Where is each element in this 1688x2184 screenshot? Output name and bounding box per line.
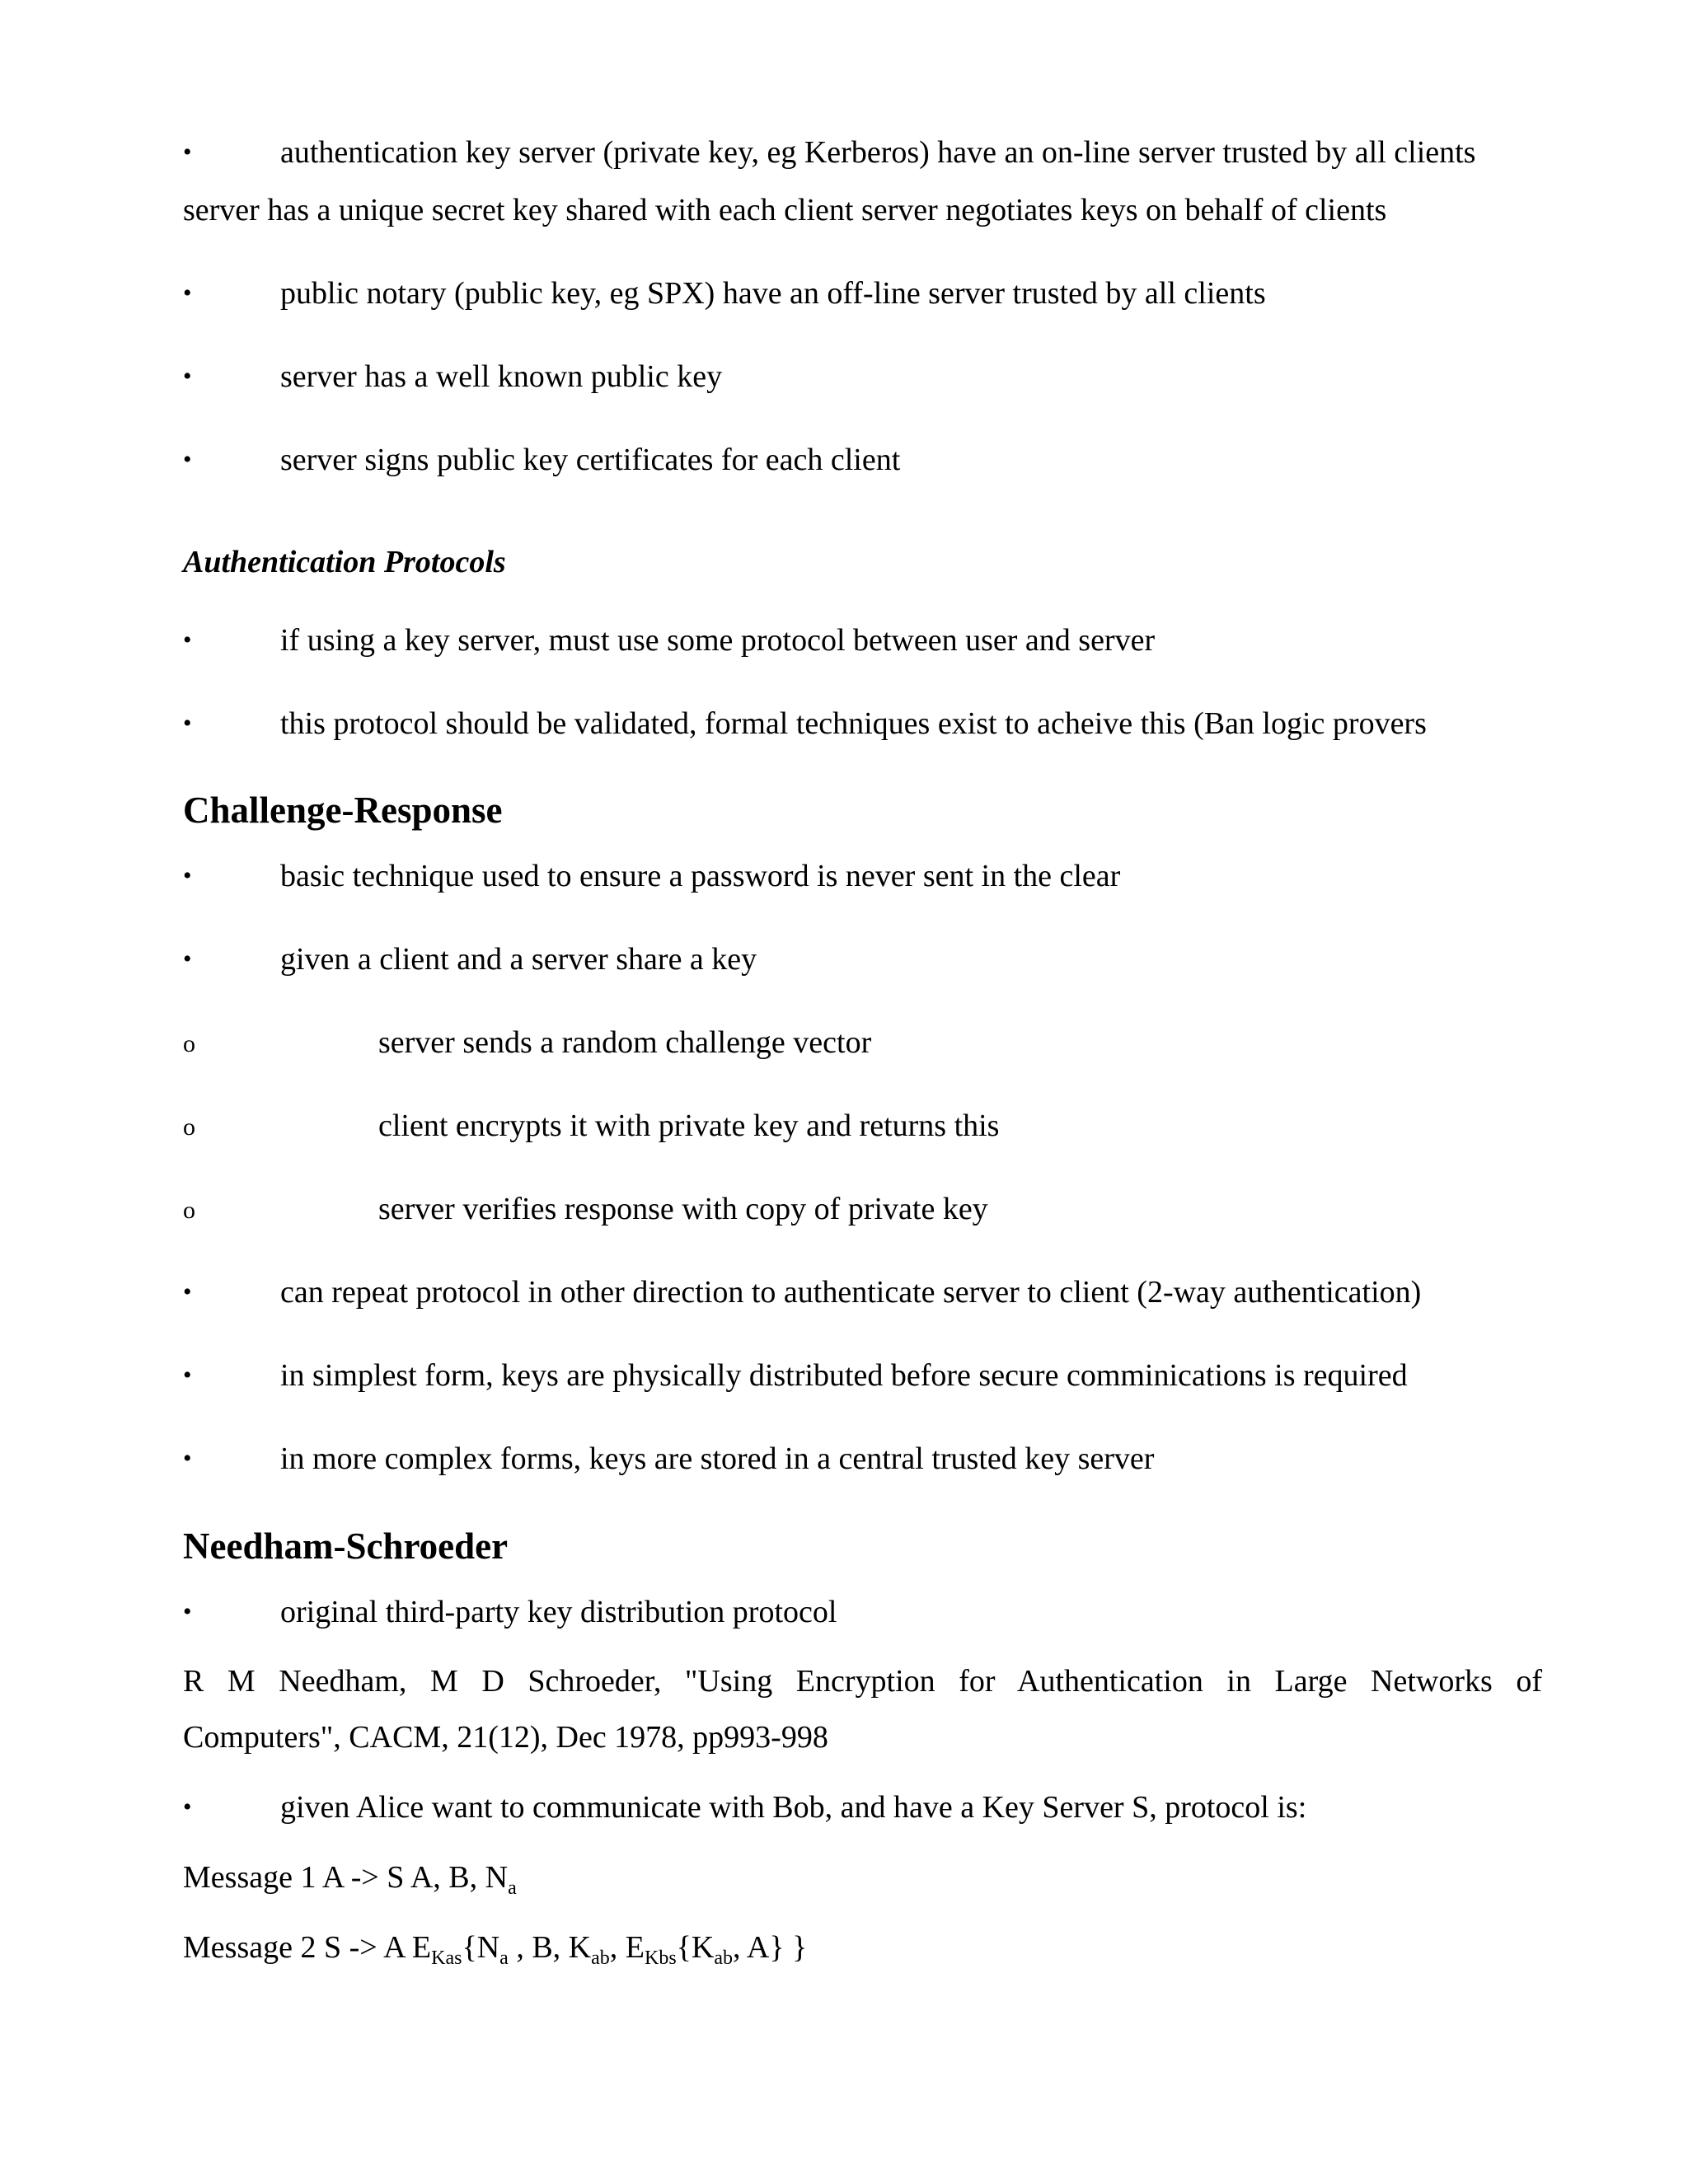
message-1-text: Message 1 A -> S A, B, N	[183, 1860, 509, 1895]
list-item: given a client and a server share a key	[280, 942, 757, 977]
bullet-marker: •	[183, 1445, 192, 1472]
bullet-marker: •	[183, 710, 192, 737]
list-item: this protocol should be validated, formal techniques exist to acheive this (Ban logic provers	[280, 706, 1427, 741]
bullet-marker: •	[183, 945, 192, 972]
subscript: a	[499, 1947, 509, 1969]
message-2-text: {N	[462, 1930, 500, 1965]
bullet-marker: •	[183, 626, 192, 654]
sub-list-item: server verifies response with copy of private key	[378, 1192, 988, 1226]
sub-bullet-marker: o	[183, 1030, 195, 1057]
message-2-text: , B, K	[508, 1930, 592, 1965]
list-item: server signs public key certificates for each client	[280, 443, 901, 477]
list-item: in more complex forms, keys are stored in a central trusted key server	[280, 1441, 1155, 1476]
list-item: basic technique used to ensure a password is never sent in the clear	[280, 859, 1121, 893]
subscript: ab	[591, 1947, 610, 1969]
sub-list-item: client encrypts it with private key and returns this	[378, 1108, 1000, 1143]
bullet-marker: •	[183, 279, 192, 307]
bullet-marker: •	[183, 446, 192, 473]
bullet-marker: •	[183, 1598, 192, 1625]
reference-line-2: Computers", CACM, 21(12), Dec 1978, pp993-998	[183, 1720, 828, 1755]
list-item: given Alice want to communicate with Bob, and have a Key Server S, protocol is:	[280, 1790, 1307, 1825]
message-2	[183, 1929, 808, 1969]
auth-key-server-text: authentication key server (private key, eg Kerberos) have an on-line server trusted by all clients	[280, 135, 1476, 170]
message-2-text: Message 2 S -> A E	[183, 1930, 432, 1965]
list-item: if using a key server, must use some protocol between user and server	[280, 623, 1156, 658]
auth-protocols-heading: Authentication Protocols	[183, 545, 506, 579]
challenge-response-heading: Challenge-Response	[183, 790, 503, 831]
needham-schroeder-heading: Needham-Schroeder	[183, 1526, 509, 1567]
bullet-marker: •	[183, 363, 192, 390]
message-1	[183, 1858, 517, 1899]
reference-line-1: R M Needham, M D Schroeder, "Using Encryption for Authentication in Large Networks of	[183, 1664, 1542, 1699]
subscript: Kbs	[645, 1947, 677, 1969]
list-item: original third-party key distribution protocol	[280, 1595, 837, 1629]
list-item: public notary (public key, eg SPX) have an off-line server trusted by all clients	[280, 276, 1266, 311]
bullet-marker: •	[183, 1793, 192, 1821]
sub-bullet-marker: o	[183, 1113, 195, 1141]
message-2-text: {K	[676, 1930, 715, 1965]
message-2-text: , E	[609, 1930, 645, 1965]
list-item: can repeat protocol in other direction to authenticate server to client (2-way authentication)	[280, 1275, 1422, 1310]
bullet-marker: •	[183, 862, 192, 889]
message-2-text: , A} }	[733, 1930, 808, 1965]
list-item: server has a well known public key	[280, 359, 723, 394]
sub-bullet-marker: o	[183, 1197, 195, 1224]
sub-list-item: server sends a random challenge vector	[378, 1025, 872, 1060]
subscript: a	[508, 1877, 517, 1899]
subscript: ab	[714, 1947, 734, 1969]
bullet-marker: •	[183, 1278, 192, 1305]
bullet-marker: •	[183, 1361, 192, 1389]
bullet-marker: •	[183, 138, 192, 166]
subscript: Kas	[431, 1947, 462, 1969]
list-item: in simplest form, keys are physically distributed before secure comminications is required	[280, 1358, 1408, 1393]
auth-key-server-continuation: server has a unique secret key shared with each client server negotiates keys on behalf of clients	[183, 193, 1387, 227]
